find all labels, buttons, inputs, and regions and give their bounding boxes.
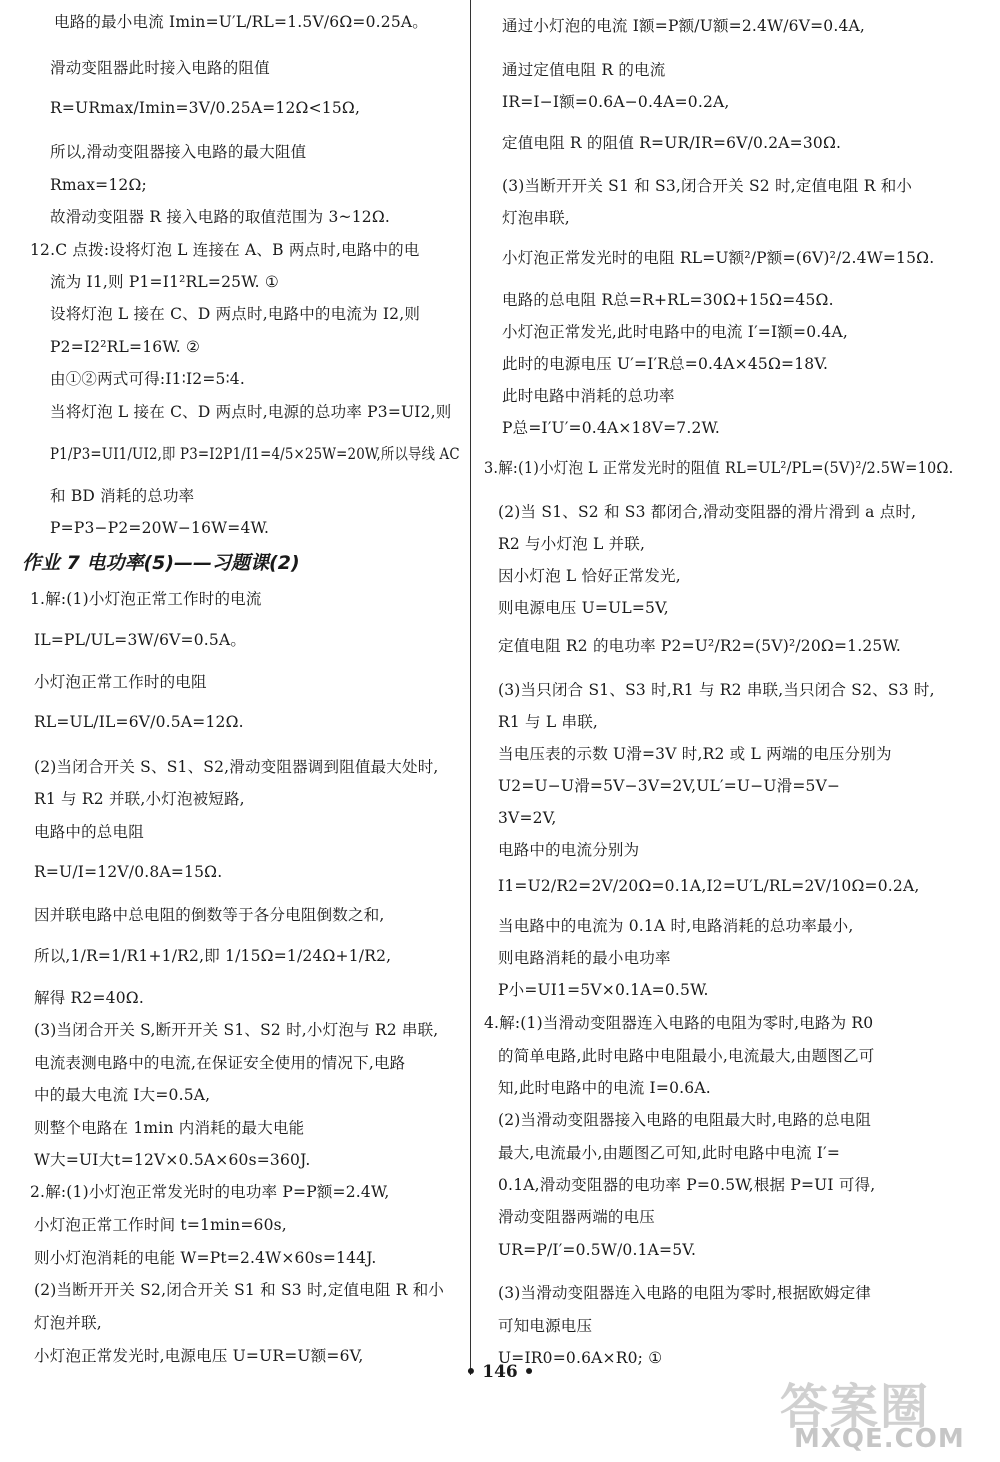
text-line: 定值电阻 R2 的电功率 P2=U²/R2=(5V)²/20Ω=1.25W. [498, 637, 902, 655]
text-line: (3)当滑动变阻器连入电路的电阻为零时,根据欧姆定律 [498, 1284, 872, 1302]
text-line: 最大,电流最小,由题图乙可知,此时电路中电流 I′= [498, 1144, 841, 1162]
text-line: I1=U2/R2=2V/20Ω=0.1A,I2=U′L/RL=2V/10Ω=0.2A, [498, 877, 920, 895]
text-line: 2.解:(1)小灯泡正常发光时的电功率 P=P额=2.4W, [30, 1183, 390, 1201]
text-line: 所以,滑动变阻器接入电路的最大阻值 [50, 143, 307, 161]
text-line: 小灯泡正常工作时间 t=1min=60s, [34, 1216, 287, 1234]
text-line: R=U/I=12V/0.8A=15Ω. [34, 863, 223, 881]
text-line: 12.C 点拨:设将灯泡 L 连接在 A、B 两点时,电路中的电 [30, 241, 420, 259]
text-line: 则整个电路在 1min 内消耗的最大电能 [34, 1119, 305, 1137]
text-line: 3.解:(1)小灯泡 L 正常发光时的阻值 RL=UL²/PL=(5V)²/2.5W=10Ω. [484, 459, 954, 477]
text-line: 解得 R2=40Ω. [34, 989, 144, 1007]
text-line: 中的最大电流 I大=0.5A, [34, 1086, 211, 1104]
text-line: 定值电阻 R 的阻值 R=UR/IR=6V/0.2A=30Ω. [502, 134, 842, 152]
text-line: (2)当闭合开关 S、S1、S2,滑动变阻器调到阻值最大处时, [34, 758, 439, 776]
watermark [780, 1368, 995, 1456]
text-line: P小=UI1=5V×0.1A=0.5W. [498, 981, 709, 999]
text-line: 流为 I1,则 P1=I1²RL=25W. ① [50, 273, 279, 291]
text-line: 因并联电路中总电阻的倒数等于各分电阻倒数之和, [34, 906, 385, 924]
text-line: UR=P/I′=0.5W/0.1A=5V. [498, 1241, 697, 1259]
text-line: 小灯泡正常发光,此时电路中的电流 I′=I额=0.4A, [502, 323, 848, 341]
text-line: 知,此时电路中的电流 I=0.6A. [498, 1079, 711, 1097]
text-line: (2)当滑动变阻器接入电路的电阻最大时,电路的总电阻 [498, 1111, 872, 1129]
text-line: P总=I′U′=0.4A×18V=7.2W. [502, 419, 721, 437]
text-line: R2 与小灯泡 L 并联, [498, 535, 646, 553]
text-line: W大=UI大t=12V×0.5A×60s=360J. [34, 1151, 311, 1169]
text-line: 电路中的总电阻 [34, 823, 144, 841]
text-line: 电路的总电阻 R总=R+RL=30Ω+15Ω=45Ω. [502, 291, 834, 309]
text-line: 3V=2V, [498, 809, 557, 827]
text-line: (3)当闭合开关 S,断开开关 S1、S2 时,小灯泡与 R2 串联, [34, 1021, 439, 1039]
text-line: U2=U−U滑=5V−3V=2V,UL′=U−U滑=5V− [498, 777, 841, 795]
text-line: (3)当断开开关 S1 和 S3,闭合开关 S2 时,定值电阻 R 和小 [502, 177, 913, 195]
text-line: 此时的电源电压 U′=I′R总=0.4A×45Ω=18V. [502, 355, 829, 373]
section-heading: 作业 7 电功率(5)——习题课(2) [22, 552, 300, 574]
text-line: 0.1A,滑动变阻器的电功率 P=0.5W,根据 P=UI 可得, [498, 1176, 876, 1194]
text-line: 灯泡并联, [34, 1314, 102, 1332]
watermark-chinese: 答案圈 [780, 1379, 931, 1435]
text-line: 则电路消耗的最小电功率 [498, 949, 671, 967]
text-line: RL=UL/IL=6V/0.5A=12Ω. [34, 713, 244, 731]
text-line: 当将灯泡 L 接在 C、D 两点时,电源的总功率 P3=UI2,则 [50, 403, 452, 421]
text-line: U=IR0=0.6A×R0; ① [498, 1349, 663, 1367]
text-line: 和 BD 消耗的总功率 [50, 487, 195, 505]
text-line: P2=I2²RL=16W. ② [50, 338, 201, 356]
text-line: 通过小灯泡的电流 I额=P额/U额=2.4W/6V=0.4A, [502, 17, 866, 35]
text-line: R=URmax/Imin=3V/0.25A=12Ω<15Ω, [50, 99, 361, 117]
column-divider [470, 0, 471, 1375]
text-line: 电路的最小电流 Imin=U′L/RL=1.5V/6Ω=0.25A。 [54, 13, 428, 31]
text-line: 滑动变阻器此时接入电路的阻值 [50, 59, 270, 77]
text-line: 电流表测电路中的电流,在保证安全使用的情况下,电路 [34, 1054, 406, 1072]
text-line: 滑动变阻器两端的电压 [498, 1208, 656, 1226]
text-line: 4.解:(1)当滑动变阻器连入电路的电阻为零时,电路为 R0 [484, 1014, 874, 1032]
page-number: • 146 • [465, 1362, 535, 1382]
text-line: 小灯泡正常发光时的电阻 RL=U额²/P额=(6V)²/2.4W=15Ω. [502, 249, 935, 267]
text-line: 电路中的电流分别为 [498, 841, 640, 859]
text-line: 当电路中的电流为 0.1A 时,电路消耗的总功率最小, [498, 917, 854, 935]
text-line: 小灯泡正常工作时的电阻 [34, 673, 207, 691]
text-line: IR=I−I额=0.6A−0.4A=0.2A, [502, 93, 730, 111]
text-line: Rmax=12Ω; [50, 176, 147, 194]
text-line: 则电源电压 U=UL=5V, [498, 599, 669, 617]
text-line: P=P3−P2=20W−16W=4W. [50, 519, 270, 537]
text-line: 设将灯泡 L 接在 C、D 两点时,电路中的电流为 I2,则 [50, 305, 421, 323]
text-line: 灯泡串联, [502, 209, 570, 227]
text-line: R1 与 R2 并联,小灯泡被短路, [34, 790, 245, 808]
text-line: 1.解:(1)小灯泡正常工作时的电流 [30, 590, 262, 608]
text-line: P1/P3=UI1/UI2,即 P3=I2P1/I1=4/5×25W=20W,所以导线 AC [50, 445, 460, 463]
text-line: 此时电路中消耗的总功率 [502, 387, 675, 405]
text-line: 则小灯泡消耗的电能 W=Pt=2.4W×60s=144J. [34, 1249, 377, 1267]
watermark-url: MXQE.COM [794, 1424, 965, 1454]
text-line: 小灯泡正常发光时,电源电压 U=UR=U额=6V, [34, 1347, 364, 1365]
text-line: (3)当只闭合 S1、S3 时,R1 与 R2 串联,当只闭合 S2、S3 时, [498, 681, 935, 699]
text-line: 因小灯泡 L 恰好正常发光, [498, 567, 681, 585]
text-line: 当电压表的示数 U滑=3V 时,R2 或 L 两端的电压分别为 [498, 745, 892, 763]
text-line: (2)当 S1、S2 和 S3 都闭合,滑动变阻器的滑片滑到 a 点时, [498, 503, 917, 521]
text-line: 的简单电路,此时电路中电阻最小,电流最大,由题图乙可 [498, 1047, 875, 1065]
text-line: IL=PL/UL=3W/6V=0.5A。 [34, 631, 247, 649]
text-line: R1 与 L 串联, [498, 713, 599, 731]
text-line: 故滑动变阻器 R 接入电路的取值范围为 3~12Ω. [50, 208, 391, 226]
text-line: 可知电源电压 [498, 1317, 593, 1335]
text-line: 由①②两式可得:I1∶I2=5∶4. [50, 370, 245, 388]
text-line: 所以,1/R=1/R1+1/R2,即 1/15Ω=1/24Ω+1/R2, [34, 947, 392, 965]
text-line: 通过定值电阻 R 的电流 [502, 61, 666, 79]
text-line: (2)当断开开关 S2,闭合开关 S1 和 S3 时,定值电阻 R 和小 [34, 1281, 445, 1299]
